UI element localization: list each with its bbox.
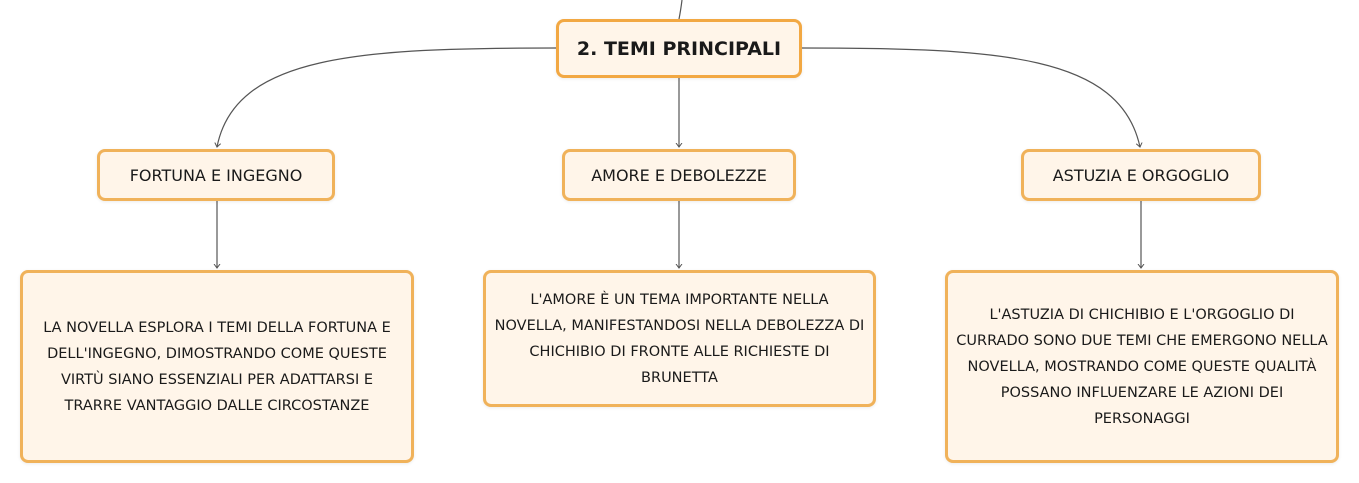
central-topic-label: 2. TEMI PRINCIPALI [576, 37, 782, 60]
connector-root-branch-3 [802, 48, 1140, 147]
subtopic-node-fortuna-e-ingegno[interactable] [20, 270, 414, 463]
subtopic-text: L'AMORE È UN TEMA IMPORTANTE NELLA NOVELLA, MANIFESTANDOSI NELLA DEBOLEZZA DI CHICHIBIO DI FRONTE ALLE RICHIESTE DI BRUNETTA [494, 291, 865, 386]
central-topic-node[interactable] [556, 19, 802, 78]
subtopic-node-amore-e-debolezze[interactable] [483, 270, 876, 407]
connector-parent [679, 0, 682, 19]
topic-node-astuzia-e-orgoglio[interactable] [1021, 149, 1261, 201]
subtopic-text: L'ASTUZIA DI CHICHIBIO E L'ORGOGLIO DI CURRADO SONO DUE TEMI CHE EMERGONO NELLA NOVELLA, MOSTRANDO COME QUESTE QUALITÀ POSSANO INFLUENZARE LE AZIONI DEI PERSONAGGI [956, 306, 1328, 427]
subtopic-text: LA NOVELLA ESPLORA I TEMI DELLA FORTUNA E DELL'INGEGNO, DIMOSTRANDO COME QUESTE VIRTÙ SIANO ESSENZIALI PER ADATTARSI E TRARRE VANTAGGIO DALLE CIRCOSTANZE [43, 319, 391, 414]
topic-label: AMORE E DEBOLEZZE [591, 165, 767, 185]
connector-root-branch-1 [217, 48, 556, 147]
topic-node-fortuna-e-ingegno[interactable] [97, 149, 335, 201]
topic-node-amore-e-debolezze[interactable] [562, 149, 796, 201]
topic-label: FORTUNA E INGEGNO [129, 165, 303, 185]
topic-label: ASTUZIA E ORGOGLIO [1052, 165, 1230, 185]
subtopic-node-astuzia-e-orgoglio[interactable] [945, 270, 1339, 463]
